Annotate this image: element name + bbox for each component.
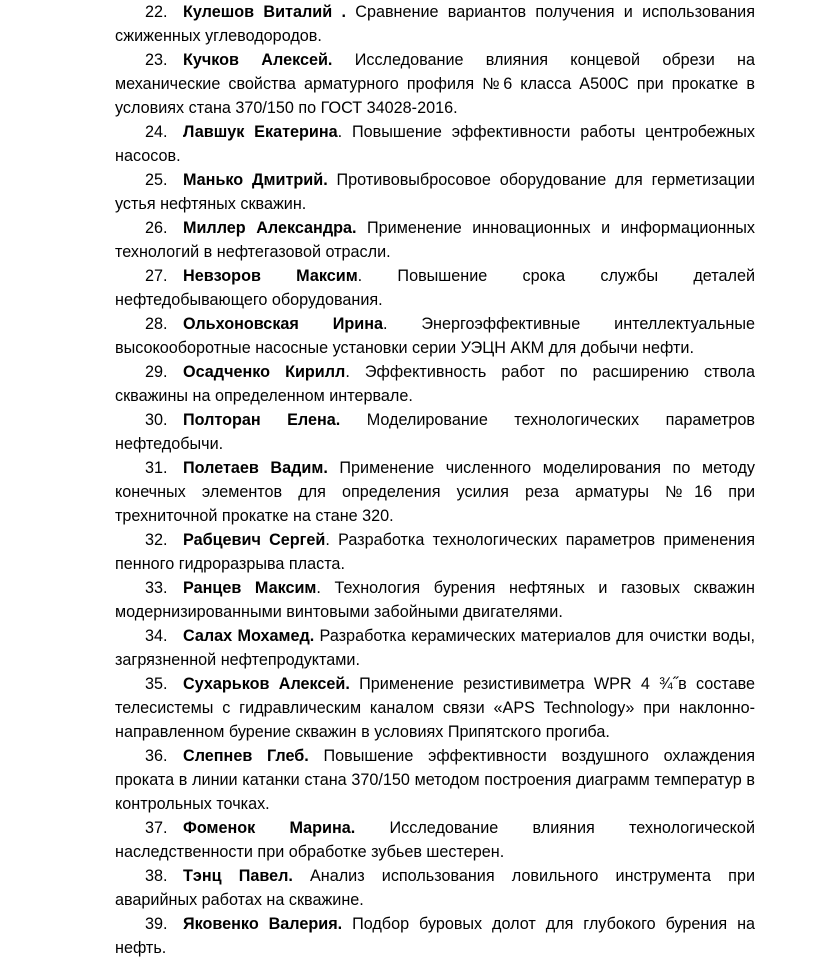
topic-text: Исследование влияния концевой обрези на механические свойства арматурного профиля №6 класса А500С при прокатке в условиях стана 370/150 по ГОСТ 34028-2016. (115, 51, 755, 117)
item-number: 33. (145, 579, 168, 597)
list-item (115, 744, 755, 816)
author-name: Ранцев Максим (183, 579, 317, 597)
list-item (115, 456, 755, 528)
author-name: Кулешов Виталий . (183, 3, 346, 21)
author-name: Невзоров Максим (183, 267, 358, 285)
item-number: 27. (145, 267, 168, 285)
list-item (115, 360, 755, 408)
list-item (115, 0, 755, 48)
item-number: 30. (145, 411, 168, 429)
list-item (115, 624, 755, 672)
topic-text: Исследование влияния технологической наследственности при обработке зубьев шестерен. (115, 819, 755, 861)
item-number: 34. (145, 627, 168, 645)
author-name: Ольхоновская Ирина (183, 315, 383, 333)
topic-text: Моделирование технологических параметров нефтедобычи. (115, 411, 755, 453)
author-name: Тэнц Павел. (183, 867, 293, 885)
topic-text: Повышение эффективности воздушного охлаждения проката в линии катанки стана 370/150 методом построения диаграмм температур в контрольных точках. (115, 747, 755, 813)
item-number: 25. (145, 171, 168, 189)
author-name: Рабцевич Сергей (183, 531, 326, 549)
author-name: Полторан Елена. (183, 411, 341, 429)
topic-text: . Технология бурения нефтяных и газовых скважин модернизированными винтовыми забойными двигателями. (115, 579, 755, 621)
list-item (115, 168, 755, 216)
item-number: 32. (145, 531, 168, 549)
author-name: Сухарьков Алексей. (183, 675, 350, 693)
list-item (115, 816, 755, 864)
item-number: 35. (145, 675, 168, 693)
author-name: Лавшук Екатерина (183, 123, 338, 141)
topic-text: Анализ использования ловильного инструмента при аварийных работах на скважине. (115, 867, 755, 909)
list-item (115, 216, 755, 264)
author-name: Манько Дмитрий. (183, 171, 328, 189)
item-number: 38. (145, 867, 168, 885)
author-name: Яковенко Валерия. (183, 915, 343, 933)
topic-text: Применение численного моделирования по методу конечных элементов для определения усилия реза арматуры №16 при трехниточной прокатке на стане 320. (115, 459, 755, 525)
list-item (115, 312, 755, 360)
list-item (115, 912, 755, 960)
list-item (115, 408, 755, 456)
author-name: Кучков Алексей. (183, 51, 333, 69)
topic-text: . Энергоэффективные интеллектуальные высокооборотные насосные установки серии УЭЦН АКМ для добычи нефти. (115, 315, 755, 357)
list-item (115, 120, 755, 168)
topic-text: . Повышение срока службы деталей нефтедобывающего оборудования. (115, 267, 755, 309)
item-number: 36. (145, 747, 168, 765)
list-item (115, 864, 755, 912)
item-number: 22. (145, 3, 168, 21)
item-number: 26. (145, 219, 168, 237)
topic-text: Применение резистивиметра WPR 4 ¾˝в составе телесистемы с гидравлическим каналом связи «APS Technology» при наклонно-направленном бурение скважин в условиях Припятского прогиба. (115, 675, 755, 741)
list-item (115, 264, 755, 312)
author-name: Осадченко Кирилл (183, 363, 346, 381)
topic-text: Противовыбросовое оборудование для герметизации устья нефтяных скважин. (115, 171, 755, 213)
topic-text: Применение инновационных и информационных технологий в нефтегазовой отрасли. (115, 219, 755, 261)
author-name: Полетаев Вадим. (183, 459, 328, 477)
list-item (115, 672, 755, 744)
topic-text: . Повышение эффективности работы центробежных насосов. (115, 123, 756, 165)
item-number: 28. (145, 315, 168, 333)
topic-text: Сравнение вариантов получения и использования сжиженных углеводородов. (115, 3, 755, 45)
list-item (115, 528, 755, 576)
item-number: 23. (145, 51, 168, 69)
topic-text: Разработка керамических материалов для очистки воды, загрязненной нефтепродуктами. (115, 627, 755, 669)
list-item (115, 576, 755, 624)
author-name: Фоменок Марина. (183, 819, 356, 837)
item-number: 39. (145, 915, 168, 933)
participant-list (115, 0, 755, 960)
list-item (115, 48, 755, 120)
author-name: Слепнев Глеб. (183, 747, 309, 765)
item-number: 31. (145, 459, 168, 477)
author-name: Миллер Александра. (183, 219, 357, 237)
item-number: 29. (145, 363, 168, 381)
author-name: Салах Мохамед. (183, 627, 315, 645)
topic-text: . Разработка технологических параметров применения пенного гидроразрыва пласта. (115, 531, 755, 573)
item-number: 37. (145, 819, 168, 837)
topic-text: . Эффективность работ по расширению ствола скважины на определенном интервале. (115, 363, 755, 405)
topic-text: Подбор буровых долот для глубокого бурения на нефть. (115, 915, 756, 957)
item-number: 24. (145, 123, 168, 141)
